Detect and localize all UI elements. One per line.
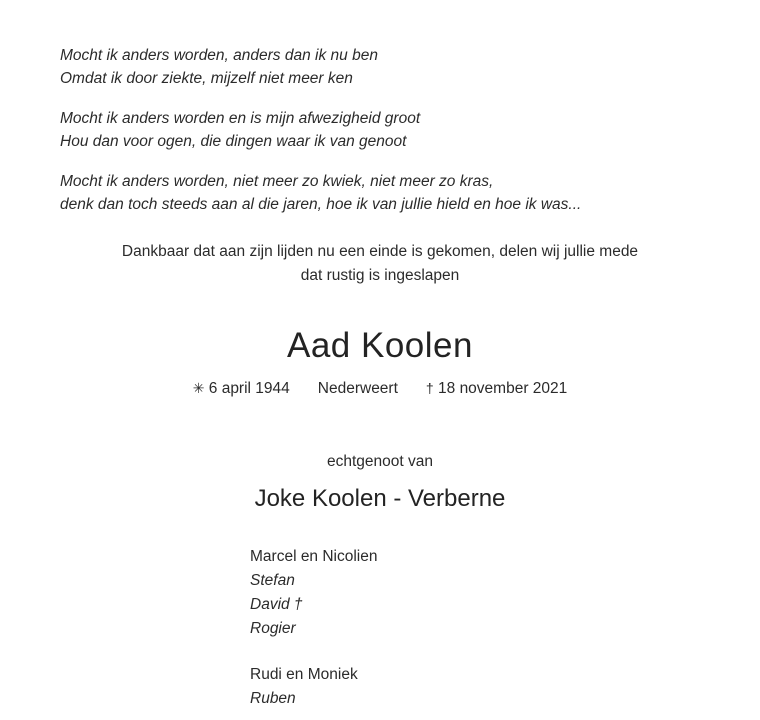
poem-line: denk dan toch steeds aan al die jaren, hoe ik van jullie hield en hoe ik was... [60, 196, 582, 213]
family-child: Stefan [250, 572, 295, 589]
birth-place: Nederweert [317, 380, 398, 397]
family-child: Ruben [250, 690, 296, 707]
announcement-text [60, 240, 700, 288]
birth-date: 6 april 1944 [208, 380, 290, 397]
family-group [250, 663, 700, 711]
poem-stanza [60, 107, 700, 153]
poem-line: Mocht ik anders worden, anders dan ik nu ben [60, 47, 378, 64]
poem-stanza [60, 44, 700, 90]
announcement-line-2: dat rustig is ingeslapen [300, 267, 460, 284]
cross-icon: † [425, 380, 434, 396]
deceased-name: Aad Koolen [287, 326, 473, 365]
birth-info [193, 380, 290, 398]
family-list [60, 545, 700, 711]
spouse-name: Joke Koolen - Verberne [254, 485, 506, 512]
death-info [426, 380, 567, 398]
family-child: Rogier [250, 620, 296, 637]
death-date: 18 november 2021 [438, 380, 568, 397]
poem-line: Mocht ik anders worden, niet meer zo kwiek, niet meer zo kras, [60, 173, 494, 190]
relation-label: echtgenoot van [326, 453, 433, 470]
poem-line: Hou dan voor ogen, die dingen waar ik van genoot [60, 133, 407, 150]
announcement-line-1: Dankbaar dat aan zijn lijden nu een einde is gekomen, delen wij jullie mede [121, 243, 639, 260]
birth-star-icon: ✳ [192, 380, 205, 396]
poem [60, 44, 700, 216]
family-parents: Marcel en Nicolien [250, 548, 378, 565]
poem-line: Omdat ik door ziekte, mijzelf niet meer ken [60, 70, 353, 87]
family-group [250, 545, 700, 641]
family-parents: Rudi en Moniek [250, 666, 358, 683]
poem-line: Mocht ik anders worden en is mijn afwezigheid groot [60, 110, 421, 127]
poem-stanza [60, 170, 700, 216]
family-child: David † [250, 596, 303, 613]
life-dates [60, 380, 700, 398]
